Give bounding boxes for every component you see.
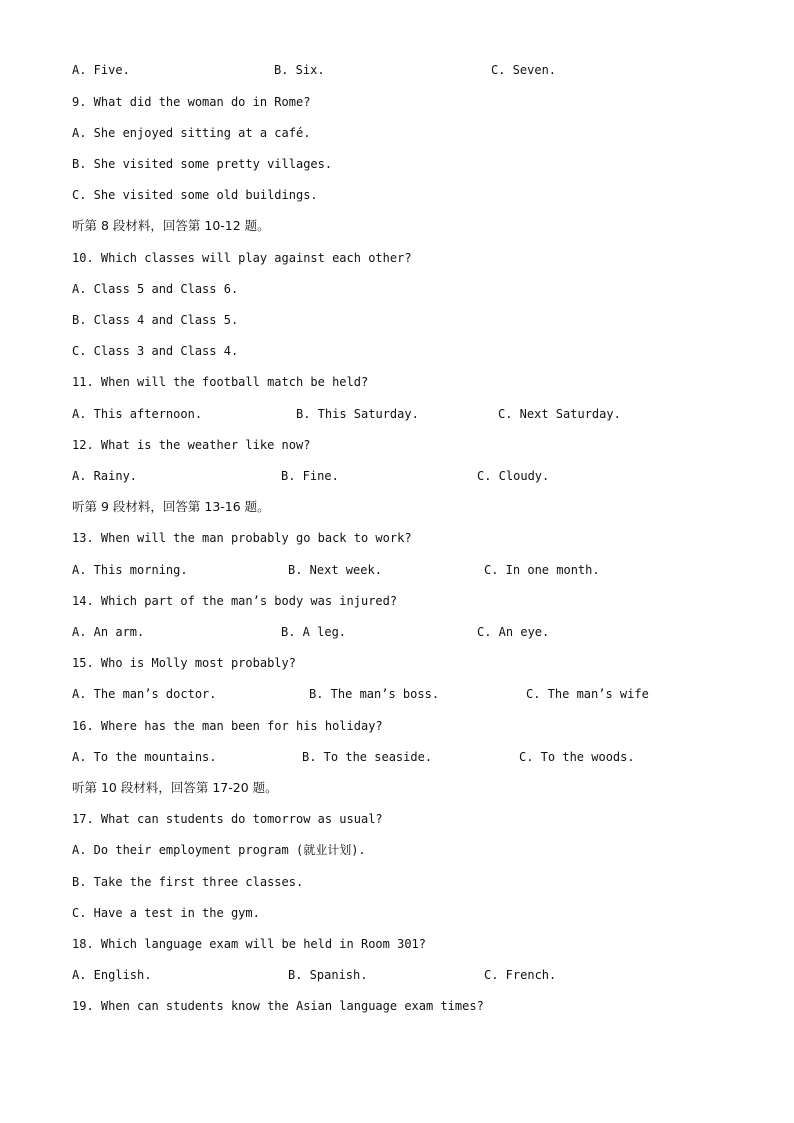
answer-option: A. English. xyxy=(72,968,152,982)
answer-choice: C. Class 3 and Class 4. xyxy=(72,344,239,358)
answer-option: C. An eye. xyxy=(477,625,550,639)
answer-choice: A. She enjoyed sitting at a café. xyxy=(72,126,311,140)
answer-option: A. The man’s doctor. xyxy=(72,687,217,701)
answer-option: B. To the seaside. xyxy=(302,750,433,764)
answer-option: C. Cloudy. xyxy=(477,469,550,483)
answer-option: C. To the woods. xyxy=(519,750,635,764)
answer-option: C. In one month. xyxy=(484,563,600,577)
question-text: 17. What can students do tomorrow as usual? xyxy=(72,812,383,826)
answer-choice: A. Class 5 and Class 6. xyxy=(72,282,239,296)
answer-option: B. Next week. xyxy=(288,563,382,577)
answer-choice: B. Class 4 and Class 5. xyxy=(72,313,239,327)
answer-option: B. This Saturday. xyxy=(296,407,419,421)
answer-option: C. Seven. xyxy=(491,63,557,77)
answer-choice: C. Have a test in the gym. xyxy=(72,906,260,920)
answer-option: B. Spanish. xyxy=(288,968,368,982)
section-heading: 听第 9 段材料，回答第 13-16 题。 xyxy=(72,499,270,514)
answer-choice: B. She visited some pretty villages. xyxy=(72,157,333,171)
answer-option: C. The man’s wife xyxy=(526,687,649,701)
question-text: 12. What is the weather like now? xyxy=(72,438,311,452)
answer-option: C. French. xyxy=(484,968,557,982)
answer-option: A. An arm. xyxy=(72,625,145,639)
answer-option: B. The man’s boss. xyxy=(309,687,440,701)
answer-option: A. Five. xyxy=(72,63,130,77)
question-text: 11. When will the football match be held? xyxy=(72,375,369,389)
answer-option: A. To the mountains. xyxy=(72,750,217,764)
question-text: 15. Who is Molly most probably? xyxy=(72,656,296,670)
answer-option: B. A leg. xyxy=(281,625,347,639)
question-text: 9. What did the woman do in Rome? xyxy=(72,95,311,109)
answer-choice: A. Do their employment program (就业计划). xyxy=(72,843,366,857)
answer-choice: C. She visited some old buildings. xyxy=(72,188,318,202)
answer-option: B. Fine. xyxy=(281,469,339,483)
answer-option: A. This morning. xyxy=(72,563,188,577)
question-text: 10. Which classes will play against each other? xyxy=(72,251,412,265)
question-text: 14. Which part of the man’s body was injured? xyxy=(72,594,398,608)
answer-option: C. Next Saturday. xyxy=(498,407,621,421)
answer-option: A. This afternoon. xyxy=(72,407,203,421)
section-heading: 听第 10 段材料，回答第 17-20 题。 xyxy=(72,780,278,795)
answer-option: A. Rainy. xyxy=(72,469,138,483)
question-text: 13. When will the man probably go back to work? xyxy=(72,531,412,545)
answer-choice: B. Take the first three classes. xyxy=(72,875,304,889)
question-text: 16. Where has the man been for his holiday? xyxy=(72,719,383,733)
question-text: 19. When can students know the Asian language exam times? xyxy=(72,999,484,1013)
question-text: 18. Which language exam will be held in Room 301? xyxy=(72,937,427,951)
answer-option: B. Six. xyxy=(274,63,325,77)
section-heading: 听第 8 段材料，回答第 10-12 题。 xyxy=(72,218,270,233)
